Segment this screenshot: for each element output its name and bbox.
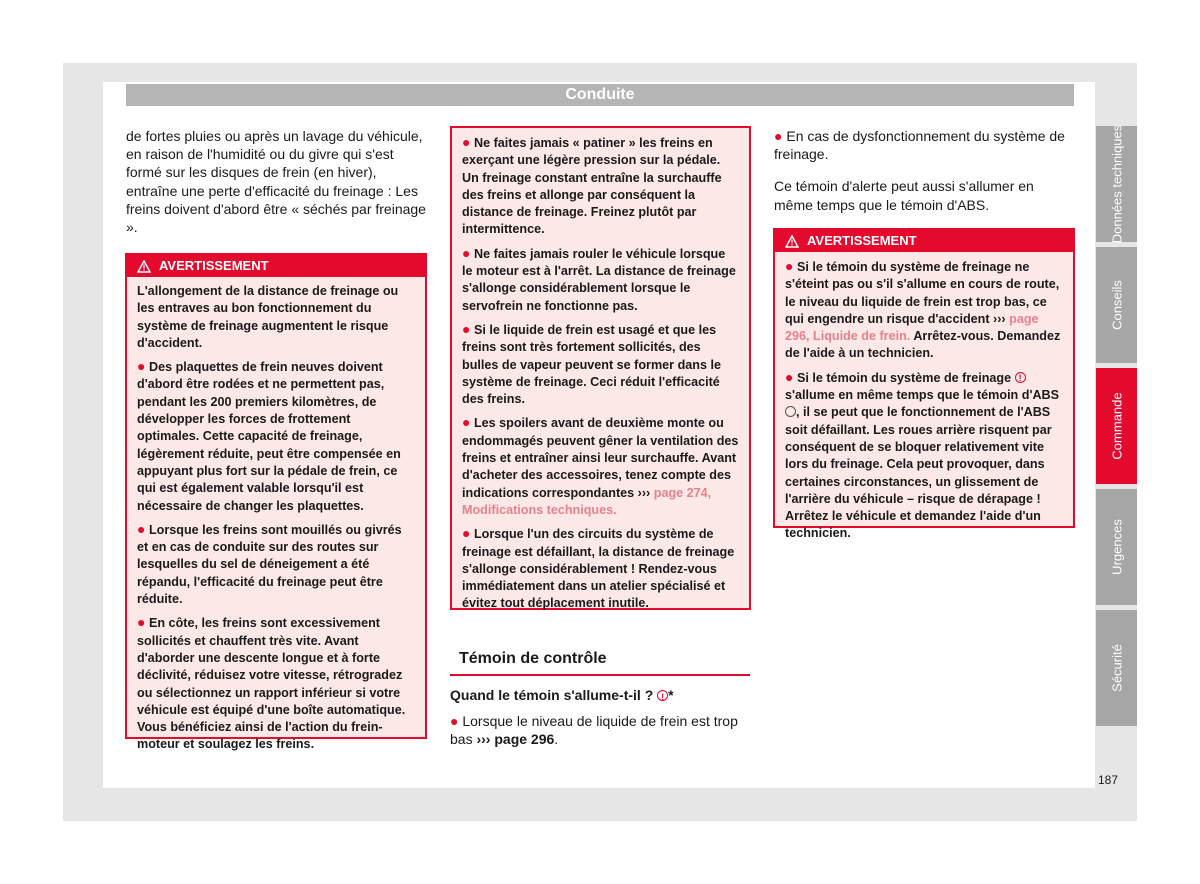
page-ref-title[interactable]: Liquide de frein. xyxy=(813,329,911,344)
warning-icon xyxy=(137,260,151,273)
body-paragraph: ● Lorsque le niveau de liquide de frein est trop bas ››› page 296. xyxy=(450,713,738,748)
warning-icon xyxy=(785,235,799,248)
tab-urgences[interactable]: Urgences xyxy=(1096,489,1137,605)
warning-item: ● Des plaquettes de frein neuves doivent d'abord être rodées et ne permettent pas, pendant les 200 premiers kilomètres, de développer les forces de frottement optimales. Cette capacité de freinage, légèrement réduite, peut être compensée en appuyant plus fort sur la pédale de frein, ce qui est également valable lorsqu'il est nécessaire de changer les plaquettes. xyxy=(137,358,401,513)
page-ref-link[interactable]: page 296 xyxy=(494,731,555,748)
warning-item: ● Lorsque l'un des circuits du système de freinage est défaillant, la distance de freinage s'allonge considérablement ! Rendez-vous immédiatement dans un atelier spécialisé et évitez tout déplacement inutile. xyxy=(462,525,735,611)
brake-warning-icon xyxy=(1015,372,1026,383)
tab-commande[interactable]: Commande xyxy=(1096,368,1137,484)
warning-item: ● Les spoilers avant de deuxième monte ou endommagés peuvent gêner la ventilation des freins et entraîner ainsi leur surchauffe. Avant d'acheter des accessoires, tenez compte des indications correspondantes ››› page 274, Modifications techniques. xyxy=(462,414,739,517)
bullet-icon: ● xyxy=(137,614,146,631)
bullet-icon: ● xyxy=(774,128,783,144)
warning-body xyxy=(127,277,425,760)
column-3 xyxy=(774,127,1074,214)
brake-warning-icon xyxy=(657,690,668,701)
subheading: Quand le témoin s'allume-t-il ? ! * xyxy=(450,686,750,704)
bullet-icon: ● xyxy=(462,525,471,542)
paragraph: Ce témoin d'alerte peut aussi s'allumer en même temps que le témoin d'ABS. xyxy=(774,178,1034,213)
page-ref-link[interactable]: page 274, xyxy=(653,485,712,500)
warning-item: ● Lorsque les freins sont mouillés ou givrés et en cas de conduite sur des routes sur lesquelles du sel de déneigement a été répandu, l'efficacité du freinage peut être réduite. xyxy=(137,520,402,607)
warning-item: ● En côte, les freins sont excessivement sollicités et chauffent très vite. Avant d'aborder une descente longue et à forte déclivité, réduisez votre vitesse, rétrogradez ou sélectionnez un rapport inférieur si votre véhicule est équipé d'une boîte automatique. Vous bénéficiez ainsi de l'action du frein-moteur et soulagez les freins. xyxy=(137,614,406,752)
tab-securite[interactable]: Sécurité xyxy=(1096,610,1137,726)
warning-title: AVERTISSEMENT xyxy=(159,258,269,273)
bullet-icon: ● xyxy=(462,414,471,431)
warning-item: ● Ne faites jamais « patiner » les freins en exerçant une légère pression sur la pédale. Un freinage constant entraîne la surchauffe des freins et allonge par conséquent la distance de freinage. Freinez plutôt par intermittence. xyxy=(462,134,722,237)
warning-text: L'allongement de la distance de freinage ou les entraves au bon fonctionnement du système de freinage augmentent le risque d'accident. xyxy=(137,284,399,350)
warning-item: ● Si le témoin du système de freinage ne s'éteint pas ou s'il s'allume en cours de route, le niveau du liquide de frein est trop bas, ce qui engendre un risque d'accident ››› page 296, Liquide de frein. Arrêtez-vous. Demandez de l'aide à un technicien. xyxy=(785,258,1061,361)
tab-conseils[interactable]: Conseils xyxy=(1096,247,1137,363)
list-item: ● En cas de dysfonctionnement du système de freinage. xyxy=(774,128,1065,163)
warning-box-2 xyxy=(450,126,751,610)
bullet-icon: ● xyxy=(137,358,146,375)
tab-donnees-techniques[interactable]: Données techniques xyxy=(1096,126,1137,242)
page-ref-link[interactable]: page 296, xyxy=(785,311,1039,344)
warning-header xyxy=(775,230,1073,252)
warning-box-1 xyxy=(125,253,427,752)
bullet-icon: ● xyxy=(462,320,471,337)
warning-title: AVERTISSEMENT xyxy=(807,233,917,248)
warning-item: ● Si le témoin du système de freinage ! s'allume en même temps que le témoin d'ABS , il se peut que le fonctionnement de l'ABS soit défaillant. Les roues arrière risquent par conséquent de se bloquer relativement vite lors du freinage. Cela peut provoquer, dans certaines circonstances, un glissement de l'arrière du véhicule – risque de dérapage ! Arrêtez le véhicule et demandez l'aide d'un technicien. xyxy=(785,369,1063,543)
bullet-icon: ● xyxy=(462,244,471,261)
warning-header xyxy=(127,255,425,277)
bullet-icon: ● xyxy=(462,134,471,150)
bullet-icon: ● xyxy=(137,520,146,537)
bullet-icon: ● xyxy=(785,258,794,274)
column-2-text xyxy=(450,686,750,749)
page-ref-title[interactable]: Modifications techniques. xyxy=(462,502,617,517)
warning-body xyxy=(452,128,749,619)
abs-icon xyxy=(785,406,796,417)
warning-box-3 xyxy=(773,228,1075,541)
section-header: Conduite xyxy=(126,84,1074,106)
intro-paragraph: de fortes pluies ou après un lavage du véhicule, en raison de l'humidité ou du givre qui s'est formé sur les disques de frein (en hiver), entraîne une perte d'efficacité du freinage : Les freins doivent d'abord être « séchés par freinage ». xyxy=(126,128,426,236)
page-number: 187 xyxy=(1098,773,1119,787)
column-1 xyxy=(126,127,426,236)
section-title: Témoin de contrôle xyxy=(450,650,750,676)
bullet-icon: ● xyxy=(785,368,794,385)
warning-item: ● Si le liquide de frein est usagé et que les freins sont très fortement sollicités, des bulles de vapeur peuvent se former dans le système de freinage. Ceci réduit l'efficacité des freins. xyxy=(462,320,721,407)
warning-item: ● Ne faites jamais rouler le véhicule lorsque le moteur est à l'arrêt. La distance de freinage s'allonge considérablement lorsque le servofrein ne fonctionne pas. xyxy=(462,244,736,313)
warning-body xyxy=(775,252,1073,549)
bullet-icon: ● xyxy=(450,713,459,730)
